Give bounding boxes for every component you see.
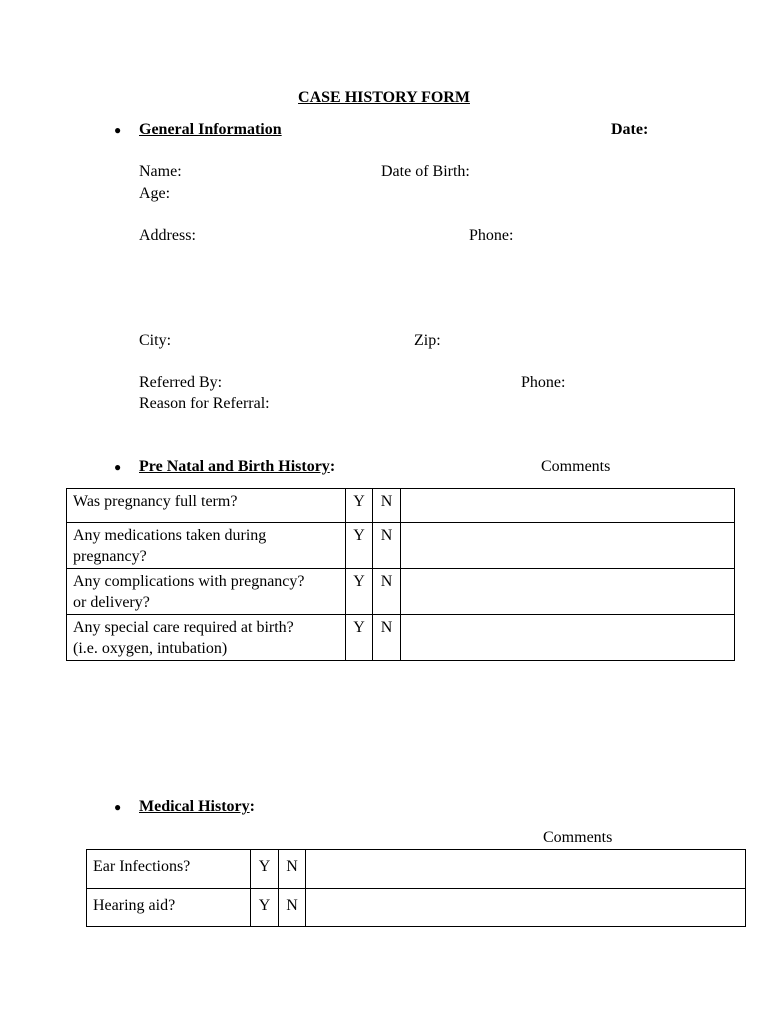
referrer-phone-label: Phone:: [521, 374, 566, 391]
no-option[interactable]: N: [279, 889, 306, 927]
address-label: Address:: [139, 227, 196, 244]
no-option[interactable]: N: [373, 489, 401, 523]
comments-cell[interactable]: [401, 569, 735, 615]
medical-table: [86, 849, 746, 927]
yes-option[interactable]: Y: [251, 850, 279, 889]
question-cell: Any special care required at birth? (i.e. oxygen, intubation): [67, 615, 346, 661]
table-row: [67, 569, 735, 615]
question-cell: Ear Infections?: [87, 850, 251, 889]
name-label: Name:: [139, 163, 182, 180]
bullet-icon: ●: [114, 800, 122, 814]
table-row: [67, 523, 735, 569]
city-label: City:: [139, 332, 172, 349]
form-title: CASE HISTORY FORM: [298, 89, 470, 106]
prenatal-heading: Pre Natal and Birth History:: [139, 458, 336, 475]
comments-cell[interactable]: [401, 523, 735, 569]
date-of-birth-label: Date of Birth:: [381, 163, 470, 180]
no-option[interactable]: N: [373, 523, 401, 569]
yes-option[interactable]: Y: [346, 523, 373, 569]
general-information-heading: General Information: [139, 121, 282, 138]
no-option[interactable]: N: [373, 569, 401, 615]
question-cell: Was pregnancy full term?: [67, 489, 346, 523]
zip-label: Zip:: [414, 332, 441, 349]
comments-cell[interactable]: [306, 850, 746, 889]
no-option[interactable]: N: [373, 615, 401, 661]
age-label: Age:: [139, 185, 171, 202]
no-option[interactable]: N: [279, 850, 306, 889]
yes-option[interactable]: Y: [251, 889, 279, 927]
yes-option[interactable]: Y: [346, 615, 373, 661]
reason-for-referral-label: Reason for Referral:: [139, 395, 270, 412]
table-row: [67, 489, 735, 523]
referred-by-label: Referred By:: [139, 374, 223, 391]
comments-cell[interactable]: [401, 615, 735, 661]
table-row: [67, 615, 735, 661]
bullet-icon: ●: [114, 123, 122, 137]
table-row: [87, 889, 746, 927]
comments-cell[interactable]: [306, 889, 746, 927]
phone-label: Phone:: [469, 227, 514, 244]
medical-history-heading: Medical History:: [139, 798, 255, 815]
medical-comments-label: Comments: [543, 829, 613, 846]
question-cell: Any complications with pregnancy? or delivery?: [67, 569, 346, 615]
prenatal-comments-label: Comments: [541, 458, 611, 475]
comments-cell[interactable]: [401, 489, 735, 523]
table-row: [87, 850, 746, 889]
prenatal-table: [66, 488, 735, 661]
date-label: Date:: [611, 121, 649, 138]
question-cell: Any medications taken during pregnancy?: [67, 523, 346, 569]
question-cell: Hearing aid?: [87, 889, 251, 927]
yes-option[interactable]: Y: [346, 569, 373, 615]
yes-option[interactable]: Y: [346, 489, 373, 523]
bullet-icon: ●: [114, 460, 122, 474]
